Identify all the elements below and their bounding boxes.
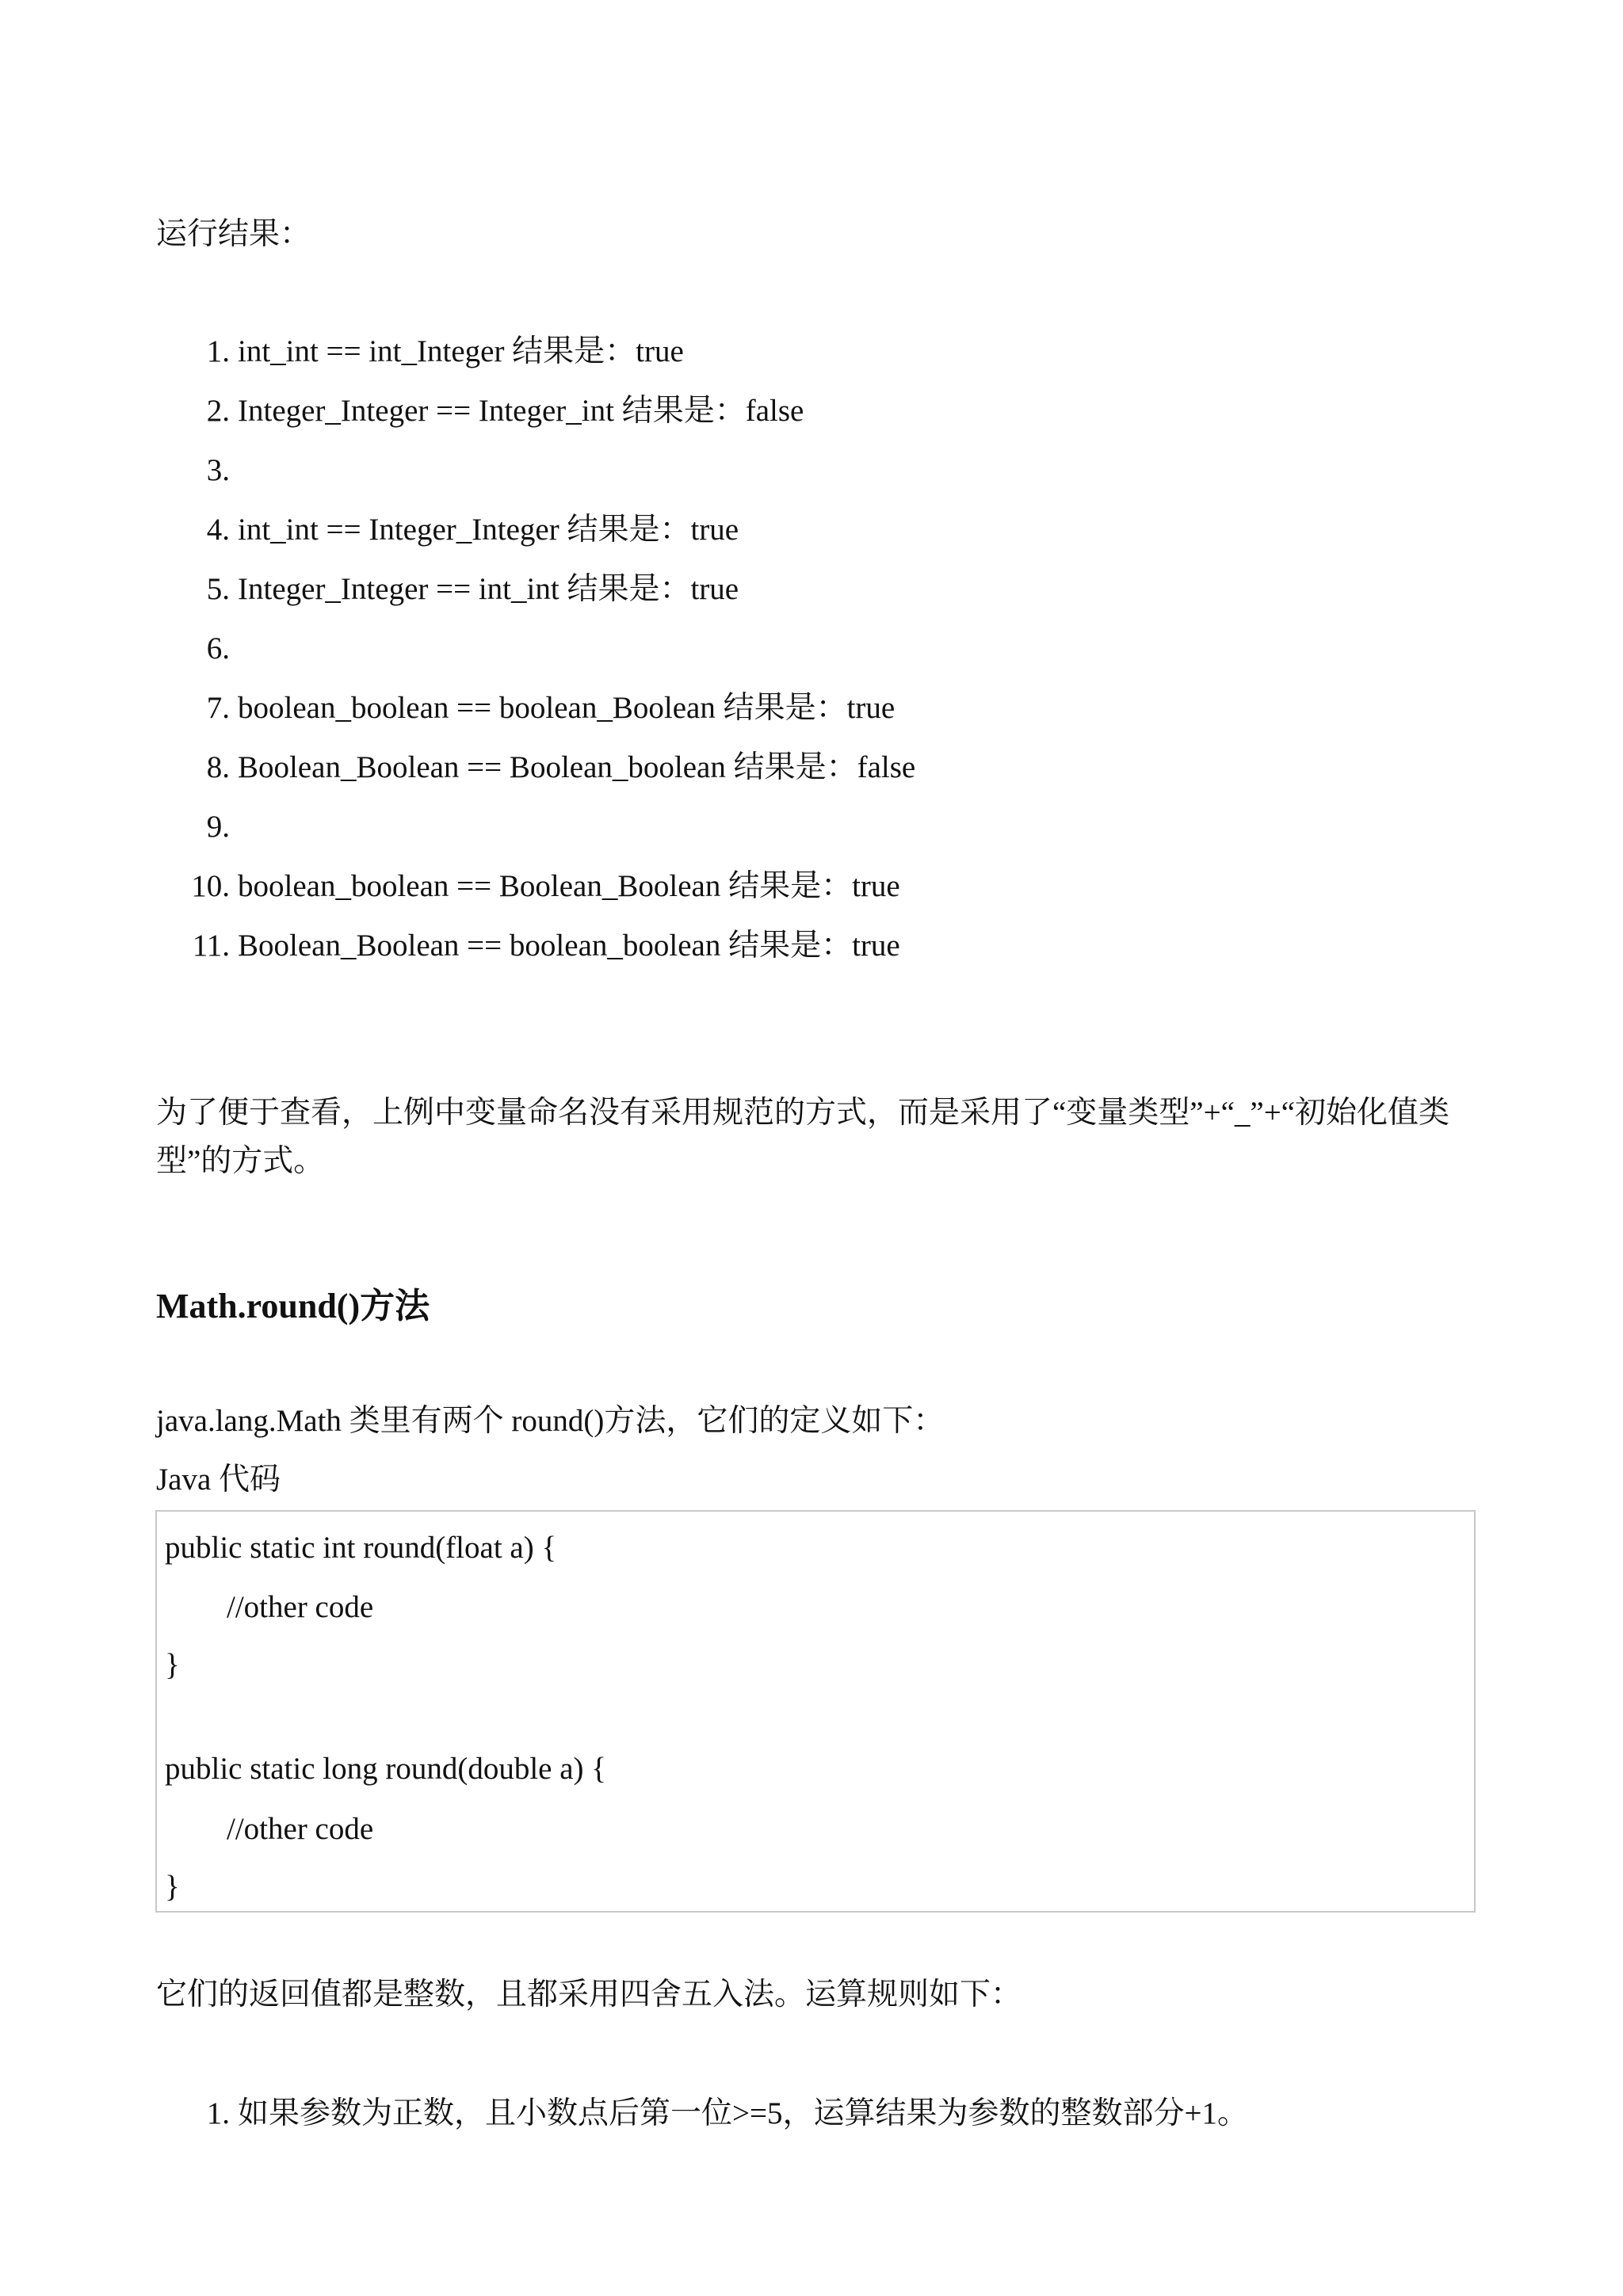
list-item-text: Boolean_Boolean == Boolean_boolean 结果是：false — [238, 750, 916, 784]
code-label: Java 代码 — [156, 1463, 281, 1497]
code-line: public static long round(double a) { — [165, 1752, 607, 1786]
naming-note: 为了便于查看，上例中变量命名没有采用规范的方式，而是采用了“变量类型”+“_”+“初始化值类型”的方式。 — [156, 1096, 1450, 1178]
list-item-number: 6. — [206, 631, 230, 666]
list-item-number: 11. — [192, 929, 230, 963]
list-item-text: int_int == int_Integer 结果是：true — [238, 334, 684, 368]
list-item-number: 4. — [206, 513, 230, 547]
intro-text: java.lang.Math 类里有两个 round()方法，它们的定义如下： — [156, 1404, 945, 1438]
list-item-text: 如果参数为正数，且小数点后第一位>=5，运算结果为参数的整数部分+1。 — [238, 2096, 1248, 2130]
list-item-text: Boolean_Boolean == boolean_boolean 结果是：true — [238, 929, 900, 963]
list-item-text: Integer_Integer == Integer_int 结果是：false — [238, 394, 804, 428]
list-item-number: 2. — [206, 394, 230, 428]
list-item-text: Integer_Integer == int_int 结果是：true — [238, 572, 739, 606]
section-heading: Math.round()方法 — [156, 1287, 430, 1325]
code-block — [155, 1510, 1476, 1913]
code-line: //other code — [165, 1812, 374, 1846]
list-item-text: boolean_boolean == Boolean_Boolean 结果是：true — [238, 869, 900, 903]
run-result-label: 运行结果： — [156, 217, 311, 251]
code-line: public static int round(float a) { — [165, 1531, 557, 1565]
list-item-number: 1. — [206, 334, 230, 368]
list-item-number: 1. — [206, 2096, 230, 2130]
list-item-number: 5. — [206, 572, 230, 606]
rules-intro: 它们的返回值都是整数，且都采用四舍五入法。运算规则如下： — [156, 1978, 1022, 2012]
list-item-number: 10. — [191, 869, 230, 903]
list-item-number: 8. — [206, 750, 230, 784]
code-line: } — [165, 1648, 180, 1682]
list-item-number: 7. — [206, 691, 230, 725]
code-line: } — [165, 1870, 180, 1904]
list-item-text: int_int == Integer_Integer 结果是：true — [238, 513, 739, 547]
list-item-text: boolean_boolean == boolean_Boolean 结果是：true — [238, 691, 896, 725]
list-item-number: 3. — [206, 453, 230, 487]
code-line: //other code — [165, 1590, 374, 1624]
list-item-number: 9. — [206, 810, 230, 844]
